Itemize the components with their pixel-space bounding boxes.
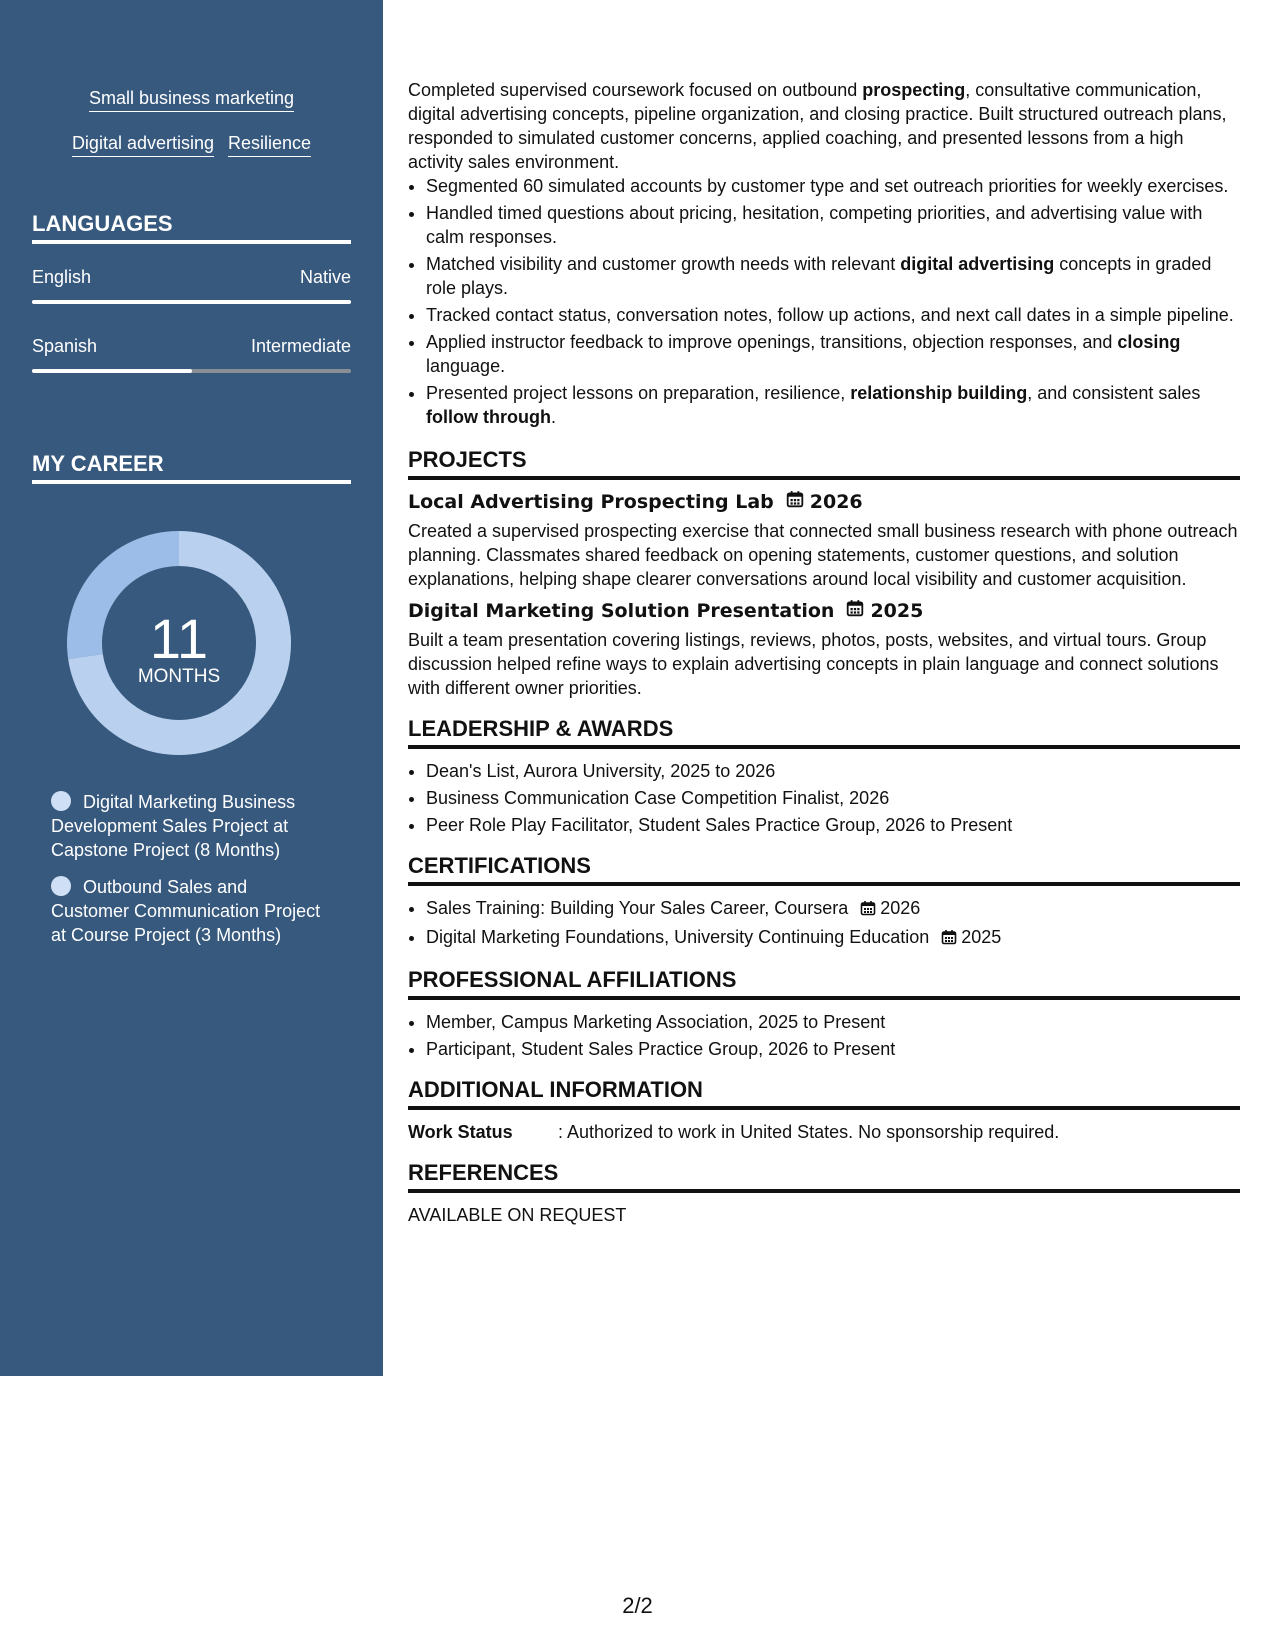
bullet-item (426, 330, 1240, 378)
bullet-item: • Dean's List, Aurora University, 2025 to 2026 (426, 759, 1240, 783)
project-title: Local Advertising Prospecting Lab (408, 490, 774, 513)
career-heading: MY CAREER (32, 451, 351, 484)
leadership-heading: LEADERSHIP & AWARDS (408, 716, 1240, 749)
leadership-list (408, 759, 1240, 837)
sidebar (0, 0, 383, 1376)
language-name: Spanish (32, 336, 98, 356)
bullet-item: • Peer Role Play Facilitator, Student Sales Practice Group, 2026 to Present (426, 813, 1240, 837)
language-item (32, 267, 351, 304)
bold-text: relationship building (850, 383, 1028, 403)
bold-text: closing (1117, 332, 1181, 352)
language-level: Native (299, 267, 351, 287)
career-item-text: Outbound Sales and Customer Communication Project at Course Project (3 Months) (51, 877, 321, 945)
calendar-icon (846, 599, 864, 622)
career-item (51, 790, 321, 862)
project-year: 2026 (809, 490, 863, 513)
bullet-item (426, 252, 1240, 300)
bullet-item (426, 174, 1240, 198)
work-status-row (408, 1120, 1240, 1144)
bullet-item (426, 201, 1240, 249)
bullet-item (426, 303, 1240, 327)
skill-tag: Resilience (228, 133, 311, 157)
text: Applied instructor feedback to improve openings, transitions, objection responses, and (426, 332, 1118, 352)
certification-name: Digital Marketing Foundations, University Continuing Education (426, 927, 930, 947)
project-item (408, 599, 1240, 700)
bold-text: prospecting (862, 80, 966, 100)
career-total-unit: MONTHS (137, 666, 221, 687)
text: Matched visibility and customer growth needs with relevant (426, 254, 901, 274)
bullet-item: • Member, Campus Marketing Association, 2025 to Present (426, 1010, 1240, 1034)
language-item (32, 336, 351, 373)
language-bar (32, 369, 351, 373)
language-level: Intermediate (250, 336, 351, 356)
certification-name: Sales Training: Building Your Sales Career, Coursera (426, 898, 849, 918)
intro-bullets (408, 174, 1240, 429)
bullet-dot-icon (51, 876, 71, 896)
main-content (408, 78, 1240, 1227)
bullet-item: • Participant, Student Sales Practice Group, 2026 to Present (426, 1037, 1240, 1061)
text: language. (426, 356, 506, 376)
career-donut-chart (67, 531, 291, 755)
skills-row (0, 133, 383, 157)
text: Handled timed questions about pricing, hesitation, competing priorities, and advertising value with calm responses. (426, 203, 1203, 247)
career-item-text: Digital Marketing Business Development Sales Project at Capstone Project (8 Months) (51, 792, 296, 860)
calendar-icon (786, 490, 804, 513)
project-title: Digital Marketing Solution Presentation (408, 599, 835, 622)
certification-item (426, 896, 1240, 922)
text: Segmented 60 simulated accounts by customer type and set outreach priorities for weekly exercises. (426, 176, 1229, 196)
additional-info-heading: ADDITIONAL INFORMATION (408, 1077, 1240, 1110)
text: Tracked contact status, conversation notes, follow up actions, and next call dates in a simple pipeline. (426, 305, 1234, 325)
affiliations-heading: PROFESSIONAL AFFILIATIONS (408, 967, 1240, 1000)
project-item (408, 490, 1240, 591)
language-bar (32, 300, 351, 304)
language-bar-fill (32, 369, 192, 373)
certifications-heading: CERTIFICATIONS (408, 853, 1240, 886)
skill-tag: Small business marketing (89, 88, 294, 112)
certification-item (426, 925, 1240, 951)
project-description: Created a supervised prospecting exercise that connected small business research with phone outreach planning. Classmates shared feedback on opening statements, customer questions, and solution explanations, helping shape clearer conversations around local visibility and customer acquisition. (408, 521, 1238, 589)
text: concepts in graded role plays. (426, 254, 1212, 298)
certifications-list (408, 896, 1240, 951)
bold-text: follow through (426, 407, 551, 427)
career-total-number: 11 (149, 607, 209, 670)
career-item (51, 875, 321, 947)
page-number: 2/2 (622, 1593, 653, 1618)
text: Completed supervised coursework focused on outbound (408, 80, 863, 100)
references-heading: REFERENCES (408, 1160, 1240, 1193)
text: , and consistent sales (1027, 383, 1201, 403)
certification-year: 2026 (880, 898, 921, 918)
text: Presented project lessons on preparation, resilience, (426, 383, 851, 403)
skill-tag: Digital advertising (72, 133, 214, 157)
text: . (550, 407, 556, 427)
text: , consultative communication, digital advertising concepts, pipeline organization, and closing practice. Built structured outreach plans, responded to simulated customer concerns, applied coaching, and presented lessons from a high activity sales environment. (408, 80, 1227, 172)
certification-year: 2025 (961, 927, 1002, 947)
info-value: : Authorized to work in United States. No sponsorship required. (558, 1122, 1060, 1142)
bold-text: digital advertising (900, 254, 1055, 274)
career-list (51, 790, 321, 960)
info-key: Work Status (408, 1122, 513, 1142)
bullet-item (426, 381, 1240, 429)
affiliations-list (408, 1010, 1240, 1061)
bullet-dot-icon (51, 791, 71, 811)
skills-row (0, 88, 383, 112)
language-bar-fill (32, 300, 351, 304)
intro-paragraph (408, 78, 1240, 174)
languages-heading: LANGUAGES (32, 211, 351, 244)
project-year: 2025 (870, 599, 924, 622)
calendar-icon (860, 900, 876, 920)
language-name: English (32, 267, 92, 287)
calendar-icon (941, 929, 957, 949)
bullet-item: • Business Communication Case Competition Finalist, 2026 (426, 786, 1240, 810)
references-text: AVAILABLE ON REQUEST (408, 1205, 627, 1225)
projects-heading: PROJECTS (408, 447, 1240, 480)
project-description: Built a team presentation covering listings, reviews, photos, posts, websites, and virtual tours. Group discussion helped refine ways to explain advertising concepts in plain language and connect solutions with different owner priorities. (408, 630, 1219, 698)
